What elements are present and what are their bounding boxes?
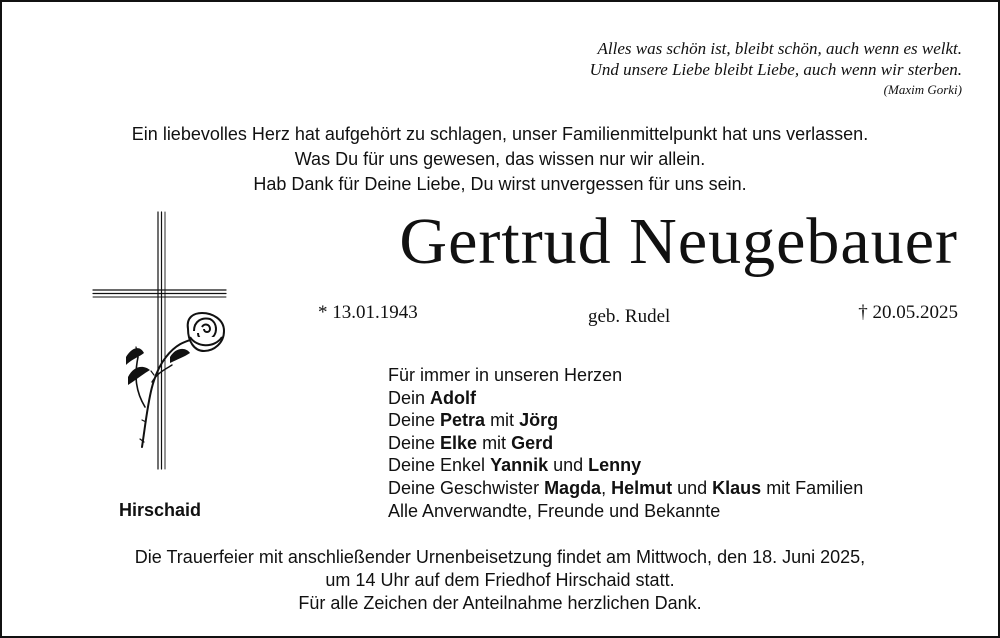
mourner-name: Helmut (611, 477, 673, 498)
birth-date: * 13.01.1943 (318, 302, 418, 323)
deceased-name: Gertrud Neugebauer (399, 205, 958, 278)
intro-line-2: Was Du für uns gewesen, das wissen nur wir allein. (294, 149, 706, 169)
funeral-info (2, 546, 998, 615)
intro-line-3: Hab Dank für Deine Liebe, Du wirst unvergessen für uns sein. (253, 174, 747, 194)
mourners-list (388, 364, 863, 522)
mourner-connector: mit (485, 410, 520, 431)
intro-line-1: Ein liebevolles Herz hat aufgehört zu schlagen, unser Familienmittelpunkt hat uns verlassen. (131, 124, 869, 144)
mourner-name: Jörg (519, 410, 559, 431)
mourner-row (388, 432, 863, 455)
mourner-name: Magda (544, 477, 602, 498)
mourner-prefix: Dein (388, 387, 431, 408)
poem-quote (590, 38, 962, 100)
maiden-name: geb. Rudel (588, 306, 671, 327)
funeral-line-1: Die Trauerfeier mit anschließender Urnenbeisetzung findet am Mittwoch, den 18. Juni 2025, (134, 547, 866, 567)
mourner-prefix: Deine (388, 432, 441, 453)
mourner-name: Klaus (712, 477, 762, 498)
mourner-prefix: Deine Geschwister (388, 477, 545, 498)
mourner-row (388, 409, 863, 432)
cross-with-rose-icon (88, 207, 238, 472)
mourner-connector: und (672, 477, 713, 498)
mourner-name: Petra (440, 410, 486, 431)
mourner-name: Yannik (490, 455, 549, 476)
mourner-name: Lenny (588, 455, 642, 476)
mourner-row (388, 477, 863, 500)
mourner-row (388, 454, 863, 477)
funeral-line-2: um 14 Uhr auf dem Friedhof Hirschaid statt. (325, 570, 675, 590)
mourner-suffix: mit Familien (761, 477, 864, 498)
quote-author: (Maxim Gorki) (883, 82, 962, 97)
quote-line-2: Und unsere Liebe bleibt Liebe, auch wenn wir sterben. (589, 60, 962, 79)
life-dates (318, 302, 958, 332)
mourner-row (388, 387, 863, 410)
quote-line-1: Alles was schön ist, bleibt schön, auch wenn es welkt. (597, 39, 962, 58)
funeral-line-3: Für alle Zeichen der Anteilnahme herzlichen Dank. (298, 593, 702, 613)
mourners-heading: Für immer in unseren Herzen (388, 365, 623, 385)
mourner-connector: und (548, 455, 589, 476)
intro-text (2, 122, 998, 197)
mourner-connector: , (601, 477, 612, 498)
mourner-prefix: Deine (388, 410, 441, 431)
mourner-name: Gerd (511, 432, 554, 453)
mourner-prefix: Deine Enkel (388, 455, 491, 476)
mourner-name: Elke (440, 432, 478, 453)
place-name: Hirschaid (118, 500, 202, 520)
mourner-name: Adolf (430, 387, 477, 408)
death-date: † 20.05.2025 (858, 302, 958, 323)
mourner-row: Alle Anverwandte, Freunde und Bekannte (388, 500, 721, 521)
mourner-connector: mit (477, 432, 512, 453)
